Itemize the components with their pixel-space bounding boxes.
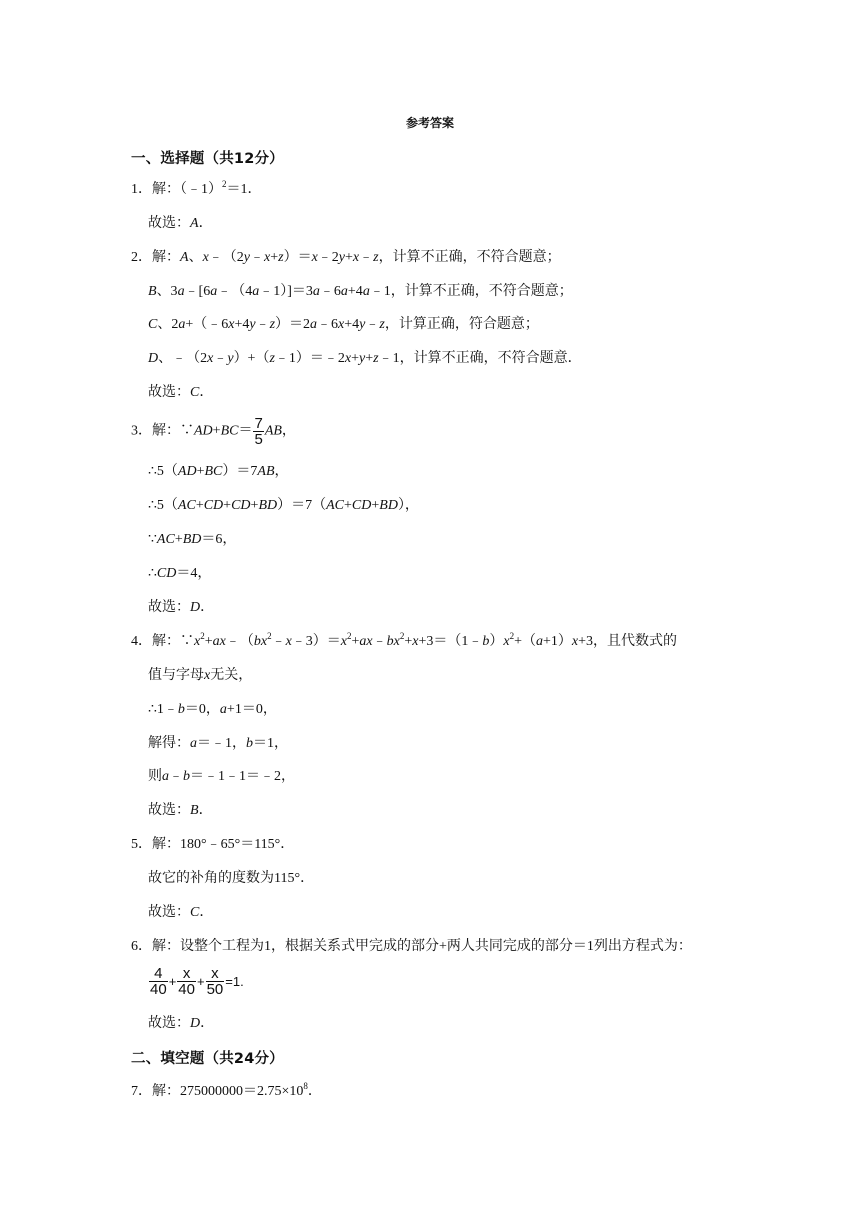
q4-condition: 值与字母x无关， — [148, 668, 253, 683]
q6-setup: 6．解：设整个工程为1，根据关系式甲完成的部分+两人共同完成的部分＝1列出方程式为： — [131, 939, 692, 954]
q3-step-1: ∴5（AD+BC）＝7AB， — [148, 464, 289, 479]
q4-step-1: ∴1﹣b＝0，a+1＝0， — [148, 702, 277, 717]
q3-step-4: ∴CD＝4， — [148, 566, 212, 581]
q5-solution-line: 5．解：180°﹣65°＝115°． — [131, 837, 295, 852]
fraction-x-over-40: $\frac{x}{40}$ — [178, 965, 195, 998]
q2-option-a: 2．解：A、x﹣（2y﹣x+z）＝x﹣2y+x﹣z，计算不正确，不符合题意； — [131, 250, 561, 265]
q7-solution-line: 7．解：$275000000=2.75\times 10^8$． — [131, 1081, 322, 1099]
q4-answer: 故选：B． — [148, 803, 213, 818]
equation-rhs: =1. — [225, 974, 244, 989]
q3-given: 3．解：∵AD+BC＝ $\frac{7}{5}$ AB， — [131, 415, 296, 448]
q2-option-b: B、3a﹣[6a﹣（4a﹣1）]＝3a﹣6a+4a﹣1，计算不正确，不符合题意； — [148, 284, 573, 299]
q1-solution-line: 1．解：（﹣1）$^2$＝1． — [131, 179, 262, 197]
q2-option-c: C、2a+（﹣6x+4y﹣z）＝2a﹣6x+4y﹣z，计算正确，符合题意； — [148, 317, 539, 332]
page-title: 参考答案 — [405, 116, 454, 130]
q3-step-3: ∵AC+BD＝6， — [148, 532, 237, 547]
q4-step-2: 解得：a＝﹣1，b＝1， — [148, 736, 288, 751]
q3-step-2: ∴5（AC+CD+CD+BD）＝7（AC+CD+BD）， — [148, 498, 419, 513]
q5-conclusion: 故它的补角的度数为115°． — [148, 871, 315, 886]
section-heading-choice: 一、选择题（共12分） — [131, 151, 284, 167]
q6-answer: 故选：D． — [148, 1016, 215, 1031]
fraction-4-over-40: $\frac{4}{40}$ — [150, 965, 167, 998]
q4-step-3: 则a﹣b＝﹣1﹣1＝﹣2， — [148, 769, 295, 784]
q4-expansion: 4．解：$\because x^2+ax﹣(bx^2﹣x﹣3)=x^2+ax﹣bx^2+x+3=(1﹣b)x^2+(a+1)x+3$，且代数式的 — [131, 631, 678, 649]
q2-option-d: D、﹣（2x﹣y）+（z﹣1）＝﹣2x+y+z﹣1，计算不正确，不符合题意． — [148, 351, 582, 366]
q2-answer: 故选：C． — [148, 385, 214, 400]
fraction-seven-fifths: $\frac{7}{5}$ — [254, 415, 263, 448]
q3-answer: 故选：D． — [148, 600, 215, 615]
q5-answer: 故选：C． — [148, 905, 214, 920]
q6-equation: $\frac{4}{40}$ + $\frac{x}{40}$ + $\frac{x}{50}$ =1. — [150, 965, 244, 998]
q1-answer: 故选：A． — [148, 216, 213, 231]
fraction-x-over-50: $\frac{x}{50}$ — [206, 965, 224, 998]
section-heading-fill-blank: 二、填空题（共24分） — [131, 1051, 284, 1067]
